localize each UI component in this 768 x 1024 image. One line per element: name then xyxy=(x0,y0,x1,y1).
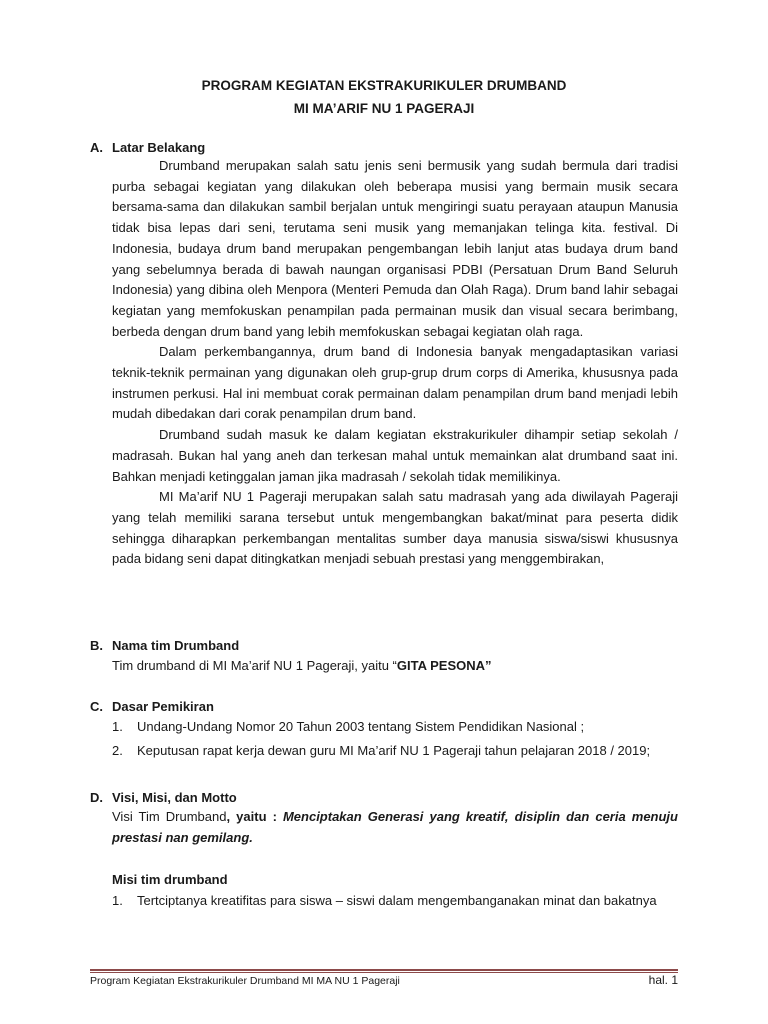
section-b-letter: B. xyxy=(90,638,103,653)
page-number: hal. 1 xyxy=(648,973,678,987)
section-b-body xyxy=(112,656,678,677)
document-subtitle: MI MA’ARIF NU 1 PAGERAJI xyxy=(293,101,475,116)
list-number: 1. xyxy=(112,893,123,908)
section-a-body xyxy=(112,156,678,570)
list-number: 2. xyxy=(112,742,123,758)
team-text-suffix: ” xyxy=(485,658,492,673)
section-d-heading: Visi, Misi, dan Motto xyxy=(112,790,237,805)
paragraph: Drumband sudah masuk ke dalam kegiatan ekstrakurikuler dihampir setiap sekolah / madrasah. Bukan hal yang aneh dan terkesan mahal untuk memainkan alat drumband saat ini. Bahkan menjadi ketinggalan jaman jika madrasah / sekolah tidak memilikinya. xyxy=(112,427,678,484)
team-text-prefix: Tim drumband di MI Ma’arif NU 1 Pageraji, yaitu “ xyxy=(112,658,397,673)
visi-text: Menciptakan Generasi yang kreatif, disiplin dan ceria menuju prestasi nan gemilang. xyxy=(112,809,678,845)
list-text: Keputusan rapat kerja dewan guru MI Ma’arif NU 1 Pageraji tahun pelajaran 2018 / 2019; xyxy=(137,742,651,758)
misi-heading: Misi tim drumband xyxy=(112,872,228,887)
list-item xyxy=(112,741,678,762)
section-a-heading: Latar Belakang xyxy=(112,140,206,155)
visi-block xyxy=(112,807,678,848)
paragraph: Drumband merupakan salah satu jenis seni bermusik yang sudah bermula dari tradisi purba sebagai kegiatan yang dilakukan oleh beberapa musisi yang bermain musik secara bersama-sama dan dilakukan sambil berjalan untuk mengiringi suatu perayaan ataupun Manusia tidak bisa lepas dari seni, terutama seni musik yang memanjakan telinga kita. festival. Di Indonesia, budaya drum band merupakan pengembangan lebih lanjut atas budaya drum band yang sebelumnya berada di bawah naungan organisasi PDBI (Persatuan Drum Band Seluruh Indonesia) yang dibina oleh Menpora (Menteri Pemuda dan Olah Raga). Drum band lahir sebagai kegiatan yang memfokuskan penampilan pada permainan musik dan visual secara berimbang, berbeda dengan drum band yang lebih memfokuskan sebagai kegiatan olah raga. xyxy=(112,158,678,339)
footer-rule-thin xyxy=(90,972,678,973)
footer-text: Program Kegiatan Ekstrakurikuler Drumband MI MA NU 1 Pageraji xyxy=(90,975,400,987)
list-text: Undang-Undang Nomor 20 Tahun 2003 tentang Sistem Pendidikan Nasional ; xyxy=(137,719,585,734)
list-item xyxy=(112,717,678,738)
section-b-heading: Nama tim Drumband xyxy=(112,638,240,653)
section-c-list xyxy=(112,717,678,761)
section-c-letter: C. xyxy=(90,699,103,714)
list-text: Tertciptanya kreatifitas para siswa – siswi dalam mengembanganakan minat dan bakatnya xyxy=(137,893,657,908)
visi-separator: , yaitu : xyxy=(226,809,283,824)
visi-label: Visi Tim Drumband xyxy=(112,809,227,824)
section-a-letter: A. xyxy=(90,140,103,155)
paragraph: Dalam perkembangannya, drum band di Indonesia banyak mengadaptasikan variasi teknik-teknik permainan yang digunakan oleh grup-grup drum corps di Amerika, khususnya pada instrumen perkusi. Hal ini membuat corak permainan dalam penampilan drum band menjadi lebih mudah dibedakan dari corak penampilan drum band. xyxy=(112,344,678,422)
document-title: PROGRAM KEGIATAN EKSTRAKURIKULER DRUMBAND xyxy=(201,78,567,93)
list-item xyxy=(112,891,678,912)
footer-rule xyxy=(90,969,678,971)
section-d-letter: D. xyxy=(90,790,103,805)
section-c-heading: Dasar Pemikiran xyxy=(112,699,214,714)
team-name: GITA PESONA xyxy=(396,658,486,673)
list-number: 1. xyxy=(112,719,123,734)
paragraph: MI Ma’arif NU 1 Pageraji merupakan salah satu madrasah yang ada diwilayah Pageraji yang telah memiliki sarana tersebut untuk mengembangkan bakat/minat para peserta didik sehingga diharapkan perkembangan mentalitas sumber daya manusia siswa/siswi khususnya pada bidang seni dapat ditingkatkan menjadi sebuah prestasi yang menggembirakan, xyxy=(112,489,678,567)
misi-list xyxy=(112,891,678,912)
